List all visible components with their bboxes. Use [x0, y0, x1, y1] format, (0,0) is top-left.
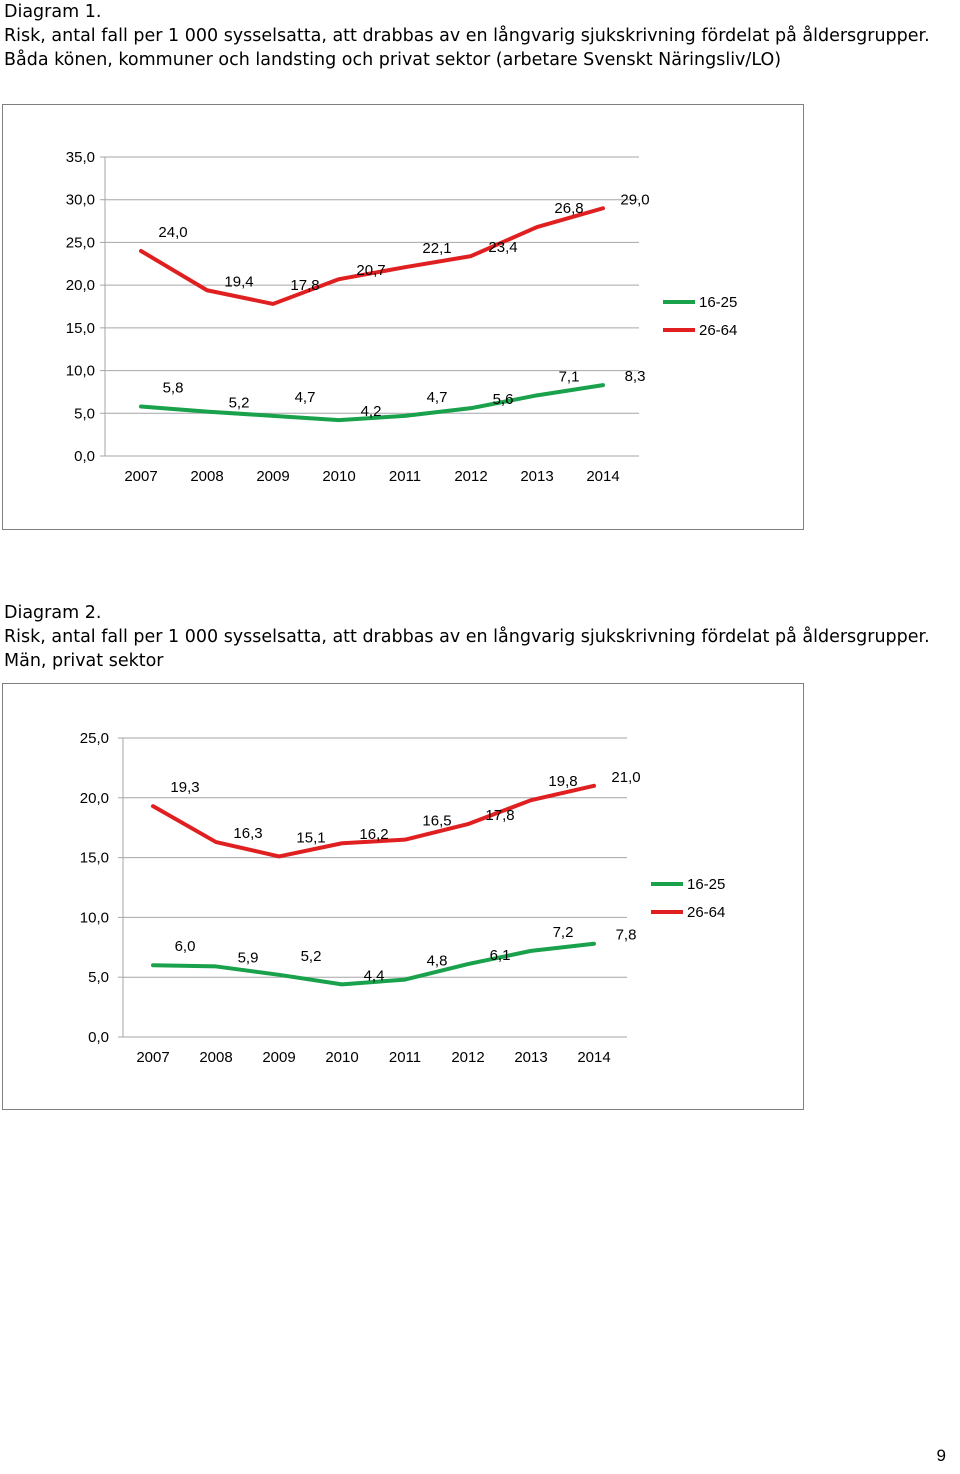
y-tick-label: 15,0: [65, 319, 95, 337]
x-tick-label: 2014: [577, 1049, 611, 1066]
data-label: 20,7: [356, 262, 386, 280]
series-line-26-64: [153, 786, 594, 857]
data-label: 5,2: [228, 394, 250, 412]
data-label: 4,8: [426, 952, 448, 970]
data-label: 16,2: [359, 826, 389, 844]
data-label: 29,0: [620, 191, 650, 209]
data-label: 6,1: [489, 947, 511, 965]
y-tick-label: 25,0: [65, 234, 95, 252]
data-label: 17,8: [290, 276, 320, 294]
y-tick-label: 30,0: [65, 191, 95, 209]
data-label: 21,0: [611, 768, 641, 786]
legend-label: 26-64: [699, 322, 738, 339]
chart-1-frame: [2, 104, 804, 530]
x-tick-label: 2009: [256, 468, 290, 485]
x-tick-label: 2012: [451, 1049, 485, 1066]
data-label: 7,8: [615, 926, 637, 944]
data-label: 4,7: [426, 388, 448, 406]
page-number: 9: [936, 1446, 946, 1465]
data-label: 4,7: [294, 388, 316, 406]
x-tick-label: 2010: [325, 1049, 359, 1066]
y-tick-label: 5,0: [88, 969, 109, 987]
y-tick-label: 35,0: [65, 149, 95, 166]
data-label: 5,2: [300, 947, 322, 965]
data-label: 8,3: [624, 368, 646, 386]
data-label: 15,1: [296, 829, 326, 847]
x-tick-label: 2009: [262, 1049, 296, 1066]
x-tick-label: 2013: [520, 468, 554, 485]
x-tick-label: 2011: [388, 1049, 422, 1066]
data-label: 7,1: [558, 368, 580, 386]
x-tick-label: 2008: [199, 1049, 233, 1066]
x-tick-label: 2011: [388, 468, 422, 485]
y-tick-label: 20,0: [65, 277, 95, 295]
diagram-1-description: Risk, antal fall per 1 000 sysselsatta, att drabbas av en långvarig sjukskrivning fördelat på åldersgrupper. Båda könen, kommuner och landsting och privat sektor (arbetare Svenskt Näringsliv/LO): [4, 26, 930, 70]
y-tick-label: 15,0: [79, 849, 109, 867]
y-tick-label: 10,0: [79, 909, 109, 927]
data-label: 4,4: [363, 967, 385, 985]
data-label: 5,9: [237, 949, 259, 967]
y-tick-label: 10,0: [65, 362, 95, 380]
diagram-2-description: Risk, antal fall per 1 000 sysselsatta, att drabbas av en långvarig sjukskrivning fördelat på åldersgrupper. Män, privat sektor: [4, 627, 930, 671]
legend-label: 26-64: [687, 904, 726, 921]
y-tick-label: 20,0: [79, 789, 109, 807]
x-tick-label: 2012: [454, 468, 488, 485]
diagram-2-caption: [4, 601, 954, 673]
data-label: 5,8: [162, 379, 184, 397]
data-label: 4,2: [360, 403, 382, 421]
y-tick-label: 0,0: [88, 1029, 109, 1046]
x-tick-label: 2007: [136, 1049, 170, 1066]
data-label: 5,6: [492, 391, 514, 409]
x-tick-label: 2010: [322, 468, 356, 485]
data-label: 7,2: [552, 923, 574, 941]
data-label: 23,4: [488, 239, 518, 257]
x-tick-label: 2014: [586, 468, 620, 485]
x-tick-label: 2008: [190, 468, 224, 485]
data-label: 19,8: [548, 773, 578, 791]
data-label: 19,3: [170, 779, 200, 797]
chart-1: [3, 105, 805, 531]
series-line-26-64: [141, 208, 603, 304]
legend-label: 16-25: [699, 294, 738, 311]
diagram-1-caption: [4, 0, 954, 72]
y-tick-label: 0,0: [74, 448, 95, 465]
chart-2-frame: [2, 683, 804, 1110]
y-tick-label: 5,0: [74, 405, 95, 423]
data-label: 24,0: [158, 223, 188, 241]
data-label: 6,0: [174, 938, 196, 956]
diagram-2-heading: Diagram 2.: [4, 603, 102, 623]
x-tick-label: 2013: [514, 1049, 548, 1066]
data-label: 22,1: [422, 240, 452, 258]
data-label: 19,4: [224, 273, 254, 291]
data-label: 17,8: [485, 807, 515, 825]
data-label: 16,3: [233, 825, 263, 843]
x-tick-label: 2007: [124, 468, 158, 485]
data-label: 16,5: [422, 812, 452, 830]
diagram-1-heading: Diagram 1.: [4, 2, 102, 22]
data-label: 26,8: [554, 200, 584, 218]
y-tick-label: 25,0: [79, 730, 109, 747]
legend-label: 16-25: [687, 876, 726, 893]
chart-2: [3, 684, 805, 1111]
